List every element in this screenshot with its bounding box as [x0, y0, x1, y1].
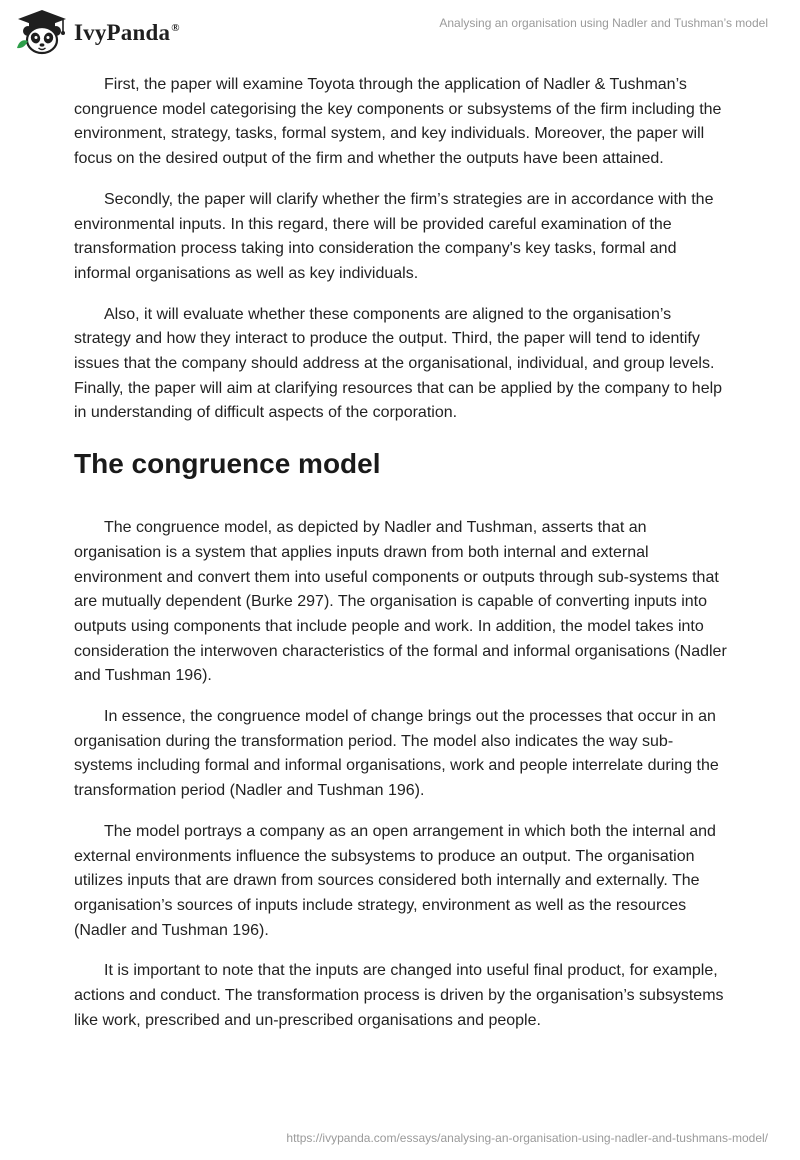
paragraph: Secondly, the paper will clarify whether the firm’s strategies are in accordance with the environmental inputs. In this regard, there will be provided careful examination of the transformation process taking into consideration the company's key tasks, formal and informal organisations as well as key individuals. — [74, 190, 714, 282]
ivypanda-logo[interactable] — [14, 8, 180, 56]
section-heading: The congruence model — [74, 448, 381, 480]
paragraph: The congruence model, as depicted by Nadler and Tushman, asserts that an organisation is a system that applies inputs drawn from both internal and external environment and convert them into useful components or outputs through sub-systems that are mutually dependent (Burke 297). The organisation is capable of converting inputs into outputs using components that include people and work. In addition, the model takes into consideration the interwoven characteristics of the formal and informal organisations (Nadler and Tushman 196). — [74, 519, 727, 685]
document-title: Analysing an organisation using Nadler and Tushman’s model — [439, 16, 768, 30]
page-header — [0, 0, 800, 60]
paragraph: The model portrays a company as an open arrangement in which both the internal and external environments influence the subsystems to produce an output. The organisation utilizes inputs that are drawn from sources considered both internally and externally. The organisation’s sources of inputs include strategy, environment as well as the resources (Nadler and Tushman 196). — [74, 822, 716, 939]
logo-wordmark — [74, 20, 180, 46]
source-url[interactable]: https://ivypanda.com/essays/analysing-an-organisation-using-nadler-and-tushmans-model/ — [286, 1131, 768, 1145]
logo-text: IvyPanda — [74, 20, 171, 45]
paragraph: Also, it will evaluate whether these components are aligned to the organisation’s strategy and how they interact to produce the output. Third, the paper will tend to identify issues that the company should address at the organisational, individual, and group levels. Finally, the paper will aim at clarifying resources that can be applied by the company to help in understanding of difficult aspects of the corporation. — [74, 305, 723, 422]
essay-body — [74, 73, 728, 1050]
paragraph: It is important to note that the inputs are changed into useful final product, for example, actions and conduct. The transformation process is driven by the organisation’s subsystems like work, prescribed and un-prescribed organisations and people. — [74, 962, 724, 1029]
panda-graduate-icon — [14, 8, 70, 56]
paragraph: In essence, the congruence model of change brings out the processes that occur in an organisation during the transformation period. The model also indicates the way sub-systems including formal and informal organisations, work and people interrelate during the transformation period (Nadler and Tushman 196). — [74, 708, 719, 800]
registered-mark: ® — [171, 22, 180, 35]
paragraph: First, the paper will examine Toyota through the application of Nadler & Tushman’s congruence model categorising the key components or subsystems of the firm including the environment, strategy, tasks, formal system, and key individuals. Moreover, the paper will focus on the desired output of the firm and whether the outputs have been attained. — [74, 76, 722, 168]
